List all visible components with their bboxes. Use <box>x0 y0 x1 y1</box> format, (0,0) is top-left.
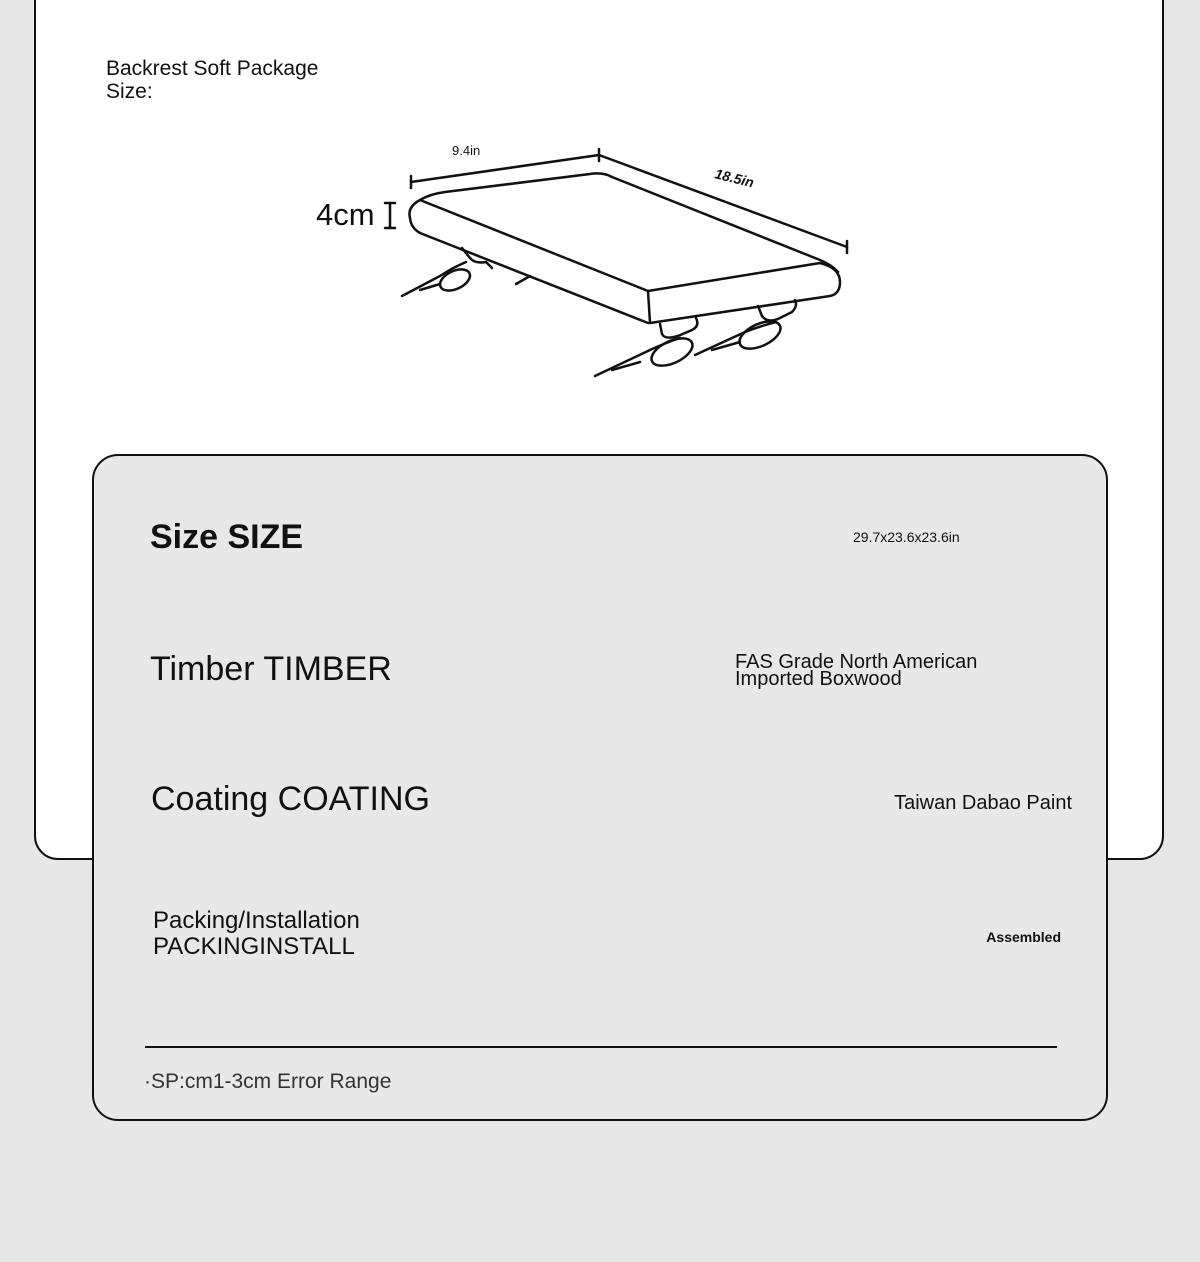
size-label: Size SIZE <box>150 518 304 556</box>
backrest-title <box>106 57 318 103</box>
spec-card <box>92 454 1108 1121</box>
divider <box>145 1046 1057 1048</box>
timber-value-line2: Imported Boxwood <box>735 668 902 690</box>
packing-label-line2: PACKINGINSTALL <box>153 933 355 960</box>
dim-thickness-label: 4cm <box>316 197 375 232</box>
packing-value: Assembled <box>986 929 1061 945</box>
packing-label-line1: Packing/Installation <box>153 907 360 934</box>
coating-value: Taiwan Dabao Paint <box>894 792 1072 814</box>
dim-length-label: 18.5in <box>713 165 756 191</box>
size-value: 29.7x23.6x23.6in <box>853 529 960 545</box>
dim-width-label: 9.4in <box>452 143 481 158</box>
timber-label: Timber TIMBER <box>150 650 392 688</box>
coating-label: Coating COATING <box>151 780 431 818</box>
timber-value <box>735 651 978 690</box>
timber-value-line1: FAS Grade North American <box>735 651 978 673</box>
cushion-diagram <box>300 135 900 395</box>
backrest-title-line2: Size: <box>106 80 153 103</box>
footnote: ·SP:cm1-3cm Error Range <box>144 1070 392 1093</box>
backrest-title-line1: Backrest Soft Package <box>106 57 319 80</box>
packing-label <box>153 908 360 960</box>
